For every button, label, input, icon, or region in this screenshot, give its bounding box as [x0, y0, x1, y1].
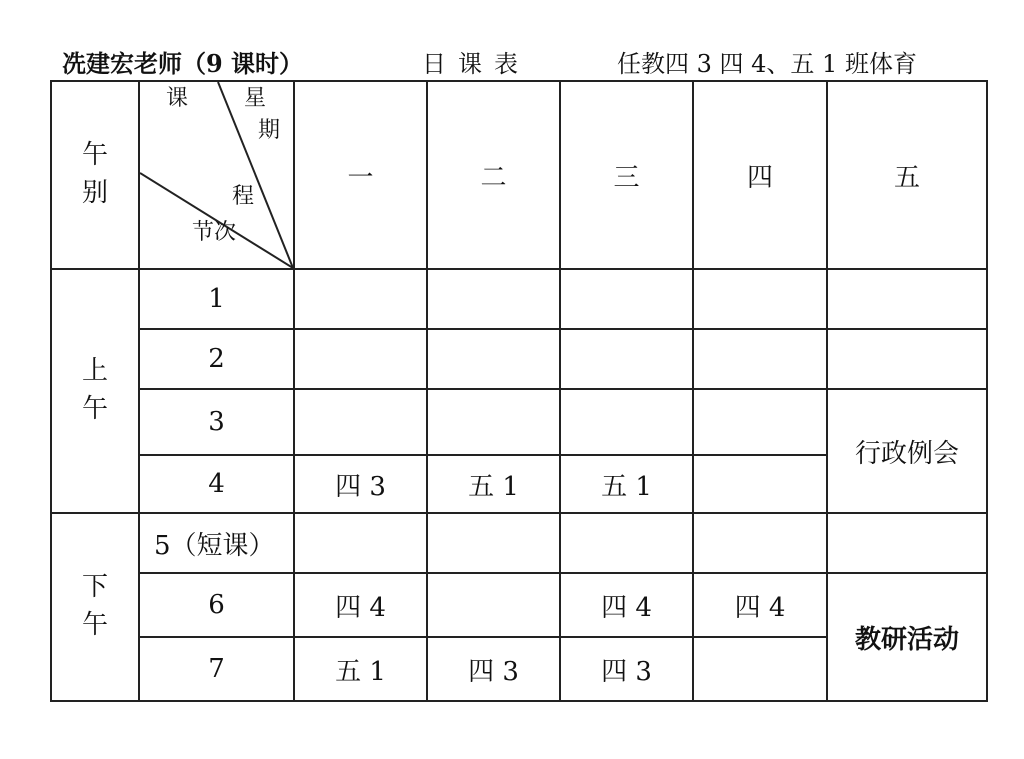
lesson-cell	[294, 389, 427, 455]
corner-label-cheng: 程	[232, 184, 255, 209]
schedule-table	[50, 80, 988, 702]
period-cell: 6	[139, 573, 294, 637]
lesson-cell: 四 4	[294, 573, 427, 637]
lesson-cell	[294, 269, 427, 329]
afternoon-cell	[51, 513, 139, 701]
lesson-cell	[560, 389, 693, 455]
lesson-cell	[294, 329, 427, 389]
section-header: 午别	[81, 140, 108, 208]
day-header: 一	[294, 81, 427, 269]
lesson-cell	[693, 269, 827, 329]
lesson-cell	[693, 389, 827, 455]
lesson-cell	[693, 455, 827, 513]
lesson-cell	[427, 389, 560, 455]
day-header: 五	[827, 81, 987, 269]
diagonal-header	[140, 82, 293, 268]
lesson-cell	[693, 637, 827, 701]
lesson-cell: 四 4	[693, 573, 827, 637]
lesson-cell: 五 1	[294, 637, 427, 701]
lesson-cell	[560, 513, 693, 573]
lesson-cell: 五 1	[427, 455, 560, 513]
period-cell: 2	[139, 329, 294, 389]
corner-label-jieci: 节次	[192, 220, 237, 245]
friday-afternoon-activity: 教研活动	[827, 573, 987, 701]
lesson-cell: 四 4	[560, 573, 693, 637]
period-cell: 3	[139, 389, 294, 455]
table-row	[51, 573, 987, 637]
corner-cell	[139, 81, 294, 269]
lesson-cell: 四 3	[560, 637, 693, 701]
lesson-cell	[427, 269, 560, 329]
lesson-cell	[827, 329, 987, 389]
lesson-cell	[560, 329, 693, 389]
morning-cell	[51, 269, 139, 513]
lesson-cell	[827, 513, 987, 573]
lesson-cell	[560, 269, 693, 329]
lesson-cell	[294, 513, 427, 573]
lesson-cell	[427, 573, 560, 637]
lesson-cell: 四 3	[427, 637, 560, 701]
day-header: 二	[427, 81, 560, 269]
header-row	[51, 81, 987, 269]
lesson-cell: 五 1	[560, 455, 693, 513]
classes-taught: 任教四 3 四 4、五 1 班体育	[617, 50, 917, 78]
morning-label: 上午	[81, 356, 108, 424]
day-header: 四	[693, 81, 827, 269]
period-cell: 5（短课）	[139, 513, 294, 573]
lesson-cell	[827, 269, 987, 329]
period-cell: 7	[139, 637, 294, 701]
period-cell: 4	[139, 455, 294, 513]
corner-label-ke: 课	[166, 86, 189, 111]
table-row	[51, 389, 987, 455]
table-row	[51, 513, 987, 573]
table-row	[51, 329, 987, 389]
section-header-cell	[51, 81, 139, 269]
document-title: 日课表	[422, 50, 530, 78]
lesson-cell	[693, 329, 827, 389]
table-row	[51, 269, 987, 329]
day-header: 三	[560, 81, 693, 269]
lesson-cell: 四 3	[294, 455, 427, 513]
lesson-cell	[427, 329, 560, 389]
period-cell: 1	[139, 269, 294, 329]
corner-label-xing: 星	[244, 86, 267, 111]
corner-label-qi: 期	[258, 118, 281, 143]
teacher-title: 冼建宏老师（9 课时）	[62, 49, 304, 78]
friday-morning-meeting: 行政例会	[827, 389, 987, 513]
lesson-cell	[693, 513, 827, 573]
lesson-cell	[427, 513, 560, 573]
afternoon-label: 下午	[81, 572, 108, 640]
